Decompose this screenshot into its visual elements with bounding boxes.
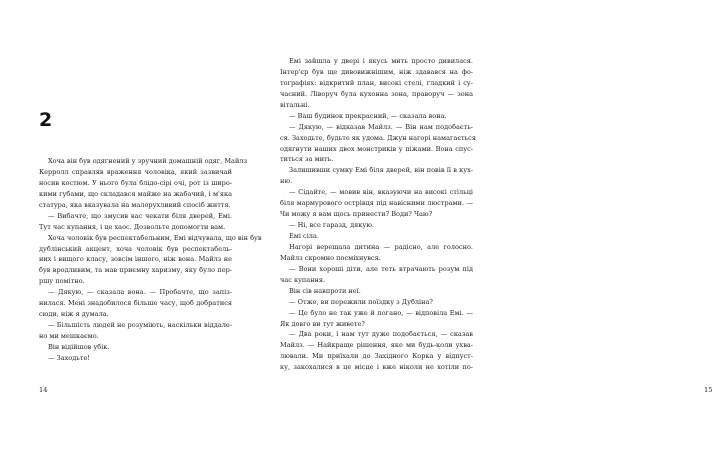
text-line: Інтер'єр був ще дивовижнішим, ніж здавався на фо-: [280, 67, 473, 76]
text-line: — Це було не так уже й погано, — відповіла Емі. —: [289, 308, 473, 317]
text-line: но ми мешкаємо.: [39, 332, 99, 340]
text-line: Емі сіла.: [289, 232, 319, 240]
text-line: тографіях: відкритий план, високі стелі, гладкий і су-: [280, 78, 473, 87]
text-line: лювали. Ми приїхали до Західного Корка у відпуст-: [280, 352, 473, 361]
text-line: Майлз. — Найкраще рішення, яке ми будь-коли ухва-: [280, 341, 473, 350]
text-line: Емі зайшла у двері і якусь мить просто дивилася.: [289, 57, 473, 65]
text-line: біля мармурового острівця під навісними люстрами. —: [280, 199, 473, 208]
right-page-text: [280, 56, 476, 373]
text-line: — Ваш будинок прекрасний, — сказала вона.: [289, 111, 447, 120]
left-page-text: [39, 156, 262, 364]
text-line: — Більшість людей не розуміють, наскільки віддале-: [48, 321, 232, 330]
text-line: статура, яка вказувала на малорухливий спосіб життя.: [39, 200, 231, 209]
text-line: — Отже, ви пережили поїздку з Дубліна?: [289, 297, 433, 306]
text-line: них і вищого класу, зовсім іншого, ніж вона. Майлз не: [39, 255, 232, 264]
text-line: Хоча він був одягнений у зручний домашній одяг, Майлз: [48, 157, 248, 165]
text-line: — Дякую, — сказала вона. — Пробачте, що запіз-: [48, 288, 232, 297]
text-line: часний. Ліворуч була кухонна зона, праворуч — зона: [280, 89, 473, 98]
text-line: сюди, ніж я думала.: [39, 310, 109, 319]
text-line: час купання.: [280, 275, 326, 284]
text-line: ню.: [280, 177, 293, 186]
text-line: вітальні.: [280, 100, 310, 109]
text-line: Як довго ви тут живете?: [280, 319, 365, 328]
text-line: Він відійшов убік.: [48, 342, 110, 351]
page-number-left: 14: [39, 386, 48, 394]
text-line: Хоча чоловік був респектабельним, Емі відчувала, що він був: [48, 233, 262, 242]
text-line: одягнути наших двох монстриків у піжами. Вона спус-: [280, 144, 473, 153]
text-line: — Ні, все гаразд, дякую.: [289, 221, 374, 230]
text-line: носив костюм. У нього була блідо-сірі очі, рот із широ-: [39, 178, 232, 187]
text-line: — Сідайте, — мовив він, вказуючи на високі стільці: [289, 188, 473, 197]
text-line: нилася. Мені знадобилося більше часу, щоб добратися: [39, 299, 232, 308]
text-line: Чи можу я вам щось принести? Води? Чаю?: [280, 210, 433, 219]
text-line: Залишивши сумку Емі біля дверей, він повів її в кух-: [289, 166, 473, 175]
text-line: Тут час купання, і це хаос. Дозвольте допомогти вам.: [39, 222, 226, 231]
text-line: Майлз скромно посміхнувся.: [280, 253, 381, 262]
text-line: — Два роки, і нам тут дуже подобається, — сказав: [289, 330, 473, 339]
right-page: [250, 0, 712, 450]
page-number-right: 15: [704, 386, 712, 394]
text-line: кими губами, що складався майже на жабачий, і м'яка: [39, 189, 232, 198]
text-line: дублінський акцент, хоча чоловік був респектабель-: [39, 244, 232, 253]
text-line: ку, закохалися в це місце і вже ніколи не хотіли по-: [280, 363, 473, 372]
chapter-number: 2: [39, 109, 53, 131]
text-line: Нагорі верещала дитина — радісно, але голосно.: [289, 242, 473, 251]
text-line: — Вони хороші діти, але теть втрачають розум під: [289, 264, 473, 273]
text-line: — Дякую, — відказав Майлз. — Він нам подобаєть-: [289, 122, 473, 131]
text-line: Керролл справляв враження чоловіка, який зазвичай: [39, 167, 232, 176]
text-line: — Заходьте!: [48, 353, 90, 362]
text-line: титься за мить.: [280, 155, 334, 164]
text-line: ршу помітно.: [39, 277, 85, 286]
text-line: ся. Заходьте, будьте як удома. Джун нагорі намагається: [280, 133, 476, 142]
text-line: — Вибачте, що змусив вас чекати біля дверей, Емі.: [48, 211, 232, 220]
text-line: Він сів навпроти неї.: [289, 286, 361, 295]
text-line: був вродливим, та мав приємну харизму, яку було пер-: [39, 266, 232, 275]
left-page: [0, 0, 262, 450]
